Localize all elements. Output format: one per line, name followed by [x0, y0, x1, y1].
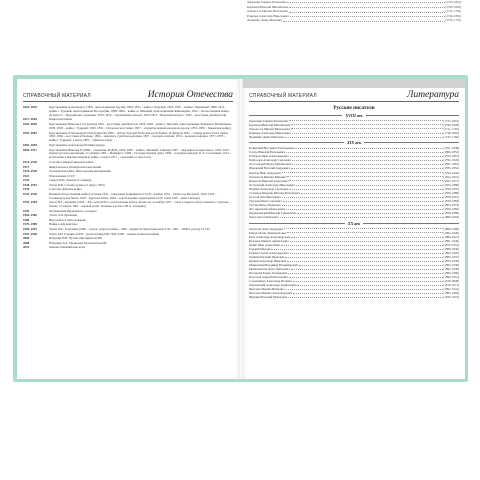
- writer-years: (1818–1883): [443, 198, 459, 203]
- timeline-text: Царствование Александра I (1801, присоединение Грузии; 1804–1813 – война с Персией; 1805–1807 – войны с Францией; 1806–1812 – войны с Турцией, присоединение Бессарабии; 1808–1809 – война со Швецией, присоединение Финляндии; 1812 – Отечественная война, 26 августа – Бородинское сражение; 1813–1814 – заграничные походы; 1814–1815 – Венский конгресс; 1825 – восстание декабристов): [49, 105, 230, 117]
- timeline-date: 1939: [23, 187, 30, 192]
- writer-name: Есенин Сергей Александрович: [249, 250, 289, 255]
- divider: [366, 115, 459, 116]
- writer-name: Маяковский Владимир Владимирович: [249, 263, 299, 267]
- writer-name: Шукшин Василий Макарович: [249, 295, 288, 300]
- left-page: [17, 79, 239, 379]
- timeline-date: 1924: [23, 178, 30, 183]
- writer-name: Достоевский Фёдор Михайлович: [249, 162, 292, 167]
- dot-leader: [289, 179, 442, 182]
- dot-leader: [299, 263, 442, 266]
- writer-name: Твардовский Александр Трифонович: [249, 283, 297, 288]
- writer-name: Островский Александр Николаевич: [249, 182, 295, 187]
- divider: [363, 223, 459, 224]
- timeline-date: 1917: [23, 164, 30, 169]
- dot-leader: [288, 295, 442, 298]
- writer-name: Тютчев Фёдор Иванович: [249, 202, 281, 207]
- timeline-text: Царствование Николая I (14 декабря 1825 – восстание декабристов; 1826–1828 – война с Персией, присоединение Эривани и Нахичевани; 1828–1829 – война с Турцией; 1830–1831 – Польское восстание; 1837 – открытие первой железной дороги; 1853–1856 – Крымская война): [49, 122, 232, 130]
- writer-name: Салтыков-Щедрин Михаил Евграфович: [249, 190, 300, 195]
- dot-leader: [290, 14, 445, 17]
- divider: [364, 142, 459, 143]
- timeline-text: Великая Отечественная война (22 июня 1941 – нападение Германии на СССР; декабрь 1941 – битва под Москвой; 1942–1943 – Сталинградская битва; 1943 – Курская битва; 1944 – освобождение территории СССР; 9 мая 1945 – День Победы): [49, 191, 217, 200]
- writer-name: Толстой Лев Николаевич: [249, 194, 281, 199]
- timeline-date: 1979–1989: [23, 222, 37, 227]
- section-title: Русские писатели: [333, 105, 375, 111]
- dot-leader: [290, 154, 443, 157]
- page-title: Литература: [407, 90, 459, 100]
- dot-leader: [291, 127, 443, 130]
- dot-leader: [293, 279, 443, 282]
- timeline-text: Эпоха Л.И. Брежнева: [49, 213, 78, 218]
- writer-years: (1769–1844): [443, 170, 459, 175]
- writer-name: Радищев Александр Николаевич: [249, 130, 291, 135]
- writer-name: Куприн Александр Иванович: [249, 258, 287, 263]
- writer-years: (1823–1886): [443, 182, 459, 187]
- timeline-date: 1928–1953: [23, 182, 37, 187]
- timeline-entry: [23, 123, 233, 131]
- timeline-text: Эпоха Н.С. Хрущёва (1956 – XX съезд КПСС, разоблачение культа личности; 4 октября 1957 – запуск первого искусственного спутника Земли; 12 апреля 1961 – первый полёт человека в космос Ю.А. Гагарина): [49, 200, 229, 209]
- timeline-text: Избрание Д.А. Медведева Президентом РФ: [49, 240, 107, 245]
- timeline-date: 1922: [23, 173, 30, 178]
- timeline-date: 1801–1825: [23, 105, 37, 109]
- timeline-text: Образование СССР: [49, 173, 75, 178]
- dot-leader: [291, 235, 442, 238]
- dot-leader: [287, 0, 445, 3]
- writer-years: (1820–1892): [443, 206, 459, 211]
- writer-name: Гончаров Иван Александрович: [249, 154, 289, 159]
- writer-years: (1783–1852): [443, 166, 459, 171]
- writer-years: (1910–1971): [443, 283, 459, 288]
- timeline-entry: [23, 201, 233, 209]
- writer-years: (1766–1826): [445, 4, 461, 9]
- timeline-date: 1894–1917: [23, 147, 37, 152]
- writer-name: Блок Александр Александрович: [249, 234, 291, 239]
- writer-years: (1890–1960): [443, 271, 459, 276]
- history-timeline: [23, 106, 233, 251]
- writer-name: Гоголь Николай Васильевич: [249, 150, 285, 155]
- writer-name: Белинский Виссарион Григорьевич: [249, 146, 295, 151]
- timeline-date: 1817–1864: [23, 117, 37, 122]
- writers-list: [249, 104, 459, 299]
- dot-leader: [283, 18, 445, 21]
- writer-name: Тургенев Иван Сергеевич: [249, 198, 282, 203]
- writer-name: Пушкин Александр Сергеевич: [249, 186, 289, 191]
- timeline-date: 2008: [23, 240, 30, 245]
- timeline-date: 1985–1991: [23, 226, 37, 231]
- timeline-entry: [23, 132, 233, 144]
- writer-years: (1889–1966): [443, 226, 459, 231]
- dot-leader: [291, 123, 442, 126]
- writer-years: (1905–1984): [443, 291, 459, 296]
- writer-years: (1894–1940): [443, 230, 459, 235]
- dot-leader: [291, 267, 443, 270]
- writer-name: Фет Афанасий Афанасьевич: [249, 206, 286, 211]
- timeline-date: 1964–1982: [23, 213, 37, 218]
- dot-leader: [286, 287, 443, 290]
- writer-name: Некрасов Николай Алексеевич: [249, 178, 289, 183]
- timeline-date: 1855–1881: [23, 130, 37, 135]
- dot-leader: [285, 135, 443, 138]
- century-label: XIX век: [346, 140, 362, 146]
- writer-name: Бабель Исаак Эммануилович: [249, 230, 287, 235]
- timeline-date: 1914–1918: [23, 159, 37, 164]
- timeline-date: 1955: [23, 208, 30, 213]
- dot-leader: [281, 243, 443, 246]
- writer-years: (1868–1936): [443, 246, 459, 251]
- writer-years: (1795–1829): [443, 158, 459, 163]
- timeline-text: Февральская и Октябрьская революции: [49, 164, 102, 169]
- right-page: [243, 79, 465, 379]
- writer-years: (1711–1765): [443, 126, 459, 131]
- timeline-text: Организация Варшавского договора: [49, 208, 97, 213]
- writer-name: Ахматова Анна Андреевна: [249, 226, 284, 231]
- writer-name: Чернышевский Николай Гаврилович: [249, 210, 296, 215]
- writer-name: Крылов Иван Андреевич: [249, 170, 281, 175]
- writer-years: (1891–1938): [443, 267, 459, 272]
- writer-years: (1880–1921): [443, 234, 459, 239]
- timeline-text: Избрание В.В. Путина Президентом РФ: [49, 236, 102, 241]
- dot-leader: [288, 271, 442, 274]
- writer-name: Солженицын Александр Исаевич: [249, 279, 292, 284]
- writer-name: Ломоносов Михаил Васильевич: [247, 9, 288, 14]
- facing-list-row: [247, 18, 461, 23]
- writer-name: Фонвизин Денис Иванович: [247, 18, 282, 23]
- writer-years: (1893–1930): [443, 263, 459, 267]
- writer-name: Бунин Иван Алексеевич: [249, 242, 280, 247]
- writer-name: Горький Максим: [249, 246, 271, 251]
- dot-leader: [289, 9, 445, 12]
- dot-leader: [283, 199, 443, 202]
- writer-years: (1828–1910): [443, 194, 459, 199]
- timeline-text: Участие в Первой мировой войне: [49, 159, 94, 164]
- timeline-text: Царствование Александра III Миротворца: [49, 142, 105, 147]
- writer-name: Платонов Андрей Платонович: [249, 275, 288, 280]
- century-heading: [249, 140, 459, 145]
- dot-leader: [271, 247, 442, 250]
- timeline-entry: [23, 106, 233, 118]
- dot-leader: [286, 207, 442, 210]
- timeline-text: Смерть В.И. Ленина (21 января): [49, 178, 92, 183]
- timeline-text: Кавказская война: [49, 117, 72, 122]
- writer-name: Булгаков Михаил Афанасьевич: [249, 238, 289, 243]
- writer-years: (1745–1792): [445, 18, 461, 23]
- writer-years: (1814–1841): [443, 174, 459, 179]
- timeline-date: 1968: [23, 217, 30, 222]
- century-label: XVIII век: [345, 112, 363, 118]
- writer-years: (1743–1816): [445, 0, 461, 4]
- dot-leader: [282, 195, 443, 198]
- divider: [249, 115, 342, 116]
- writer-years: (1899–1951): [443, 275, 459, 280]
- writer-years: (1749–1802): [445, 13, 461, 18]
- dot-leader: [296, 183, 443, 186]
- writer-years: (1826–1889): [443, 190, 459, 195]
- writer-name: Радищев Александр Николаевич: [247, 13, 289, 18]
- writer-name: Жуковский Василий Андреевич: [249, 166, 290, 171]
- writer-years: (1918–2008): [443, 279, 459, 284]
- divider: [249, 223, 345, 224]
- writer-years: (1870–1953): [443, 242, 459, 247]
- writer-name: Карамзин Николай Михайлович: [249, 122, 291, 127]
- dot-leader: [289, 187, 442, 190]
- dot-leader: [287, 231, 442, 234]
- writer-years: (1745–1792): [443, 134, 459, 139]
- writer-name: Чехов Антон Павлович: [249, 215, 279, 220]
- dot-leader: [293, 291, 442, 294]
- writer-years: (1860–1904): [443, 215, 459, 220]
- writer-years: (1811–1848): [443, 146, 459, 151]
- writer-years: (1828–1889): [443, 210, 459, 215]
- timeline-entry: [23, 246, 233, 250]
- dot-leader: [292, 158, 443, 161]
- dot-leader: [291, 166, 443, 169]
- timeline-text: Эпоха И.В. Сталина (умер в 5 марта 1953): [49, 182, 105, 187]
- writer-name: Мандельштам Осип Эмильевич: [249, 267, 290, 272]
- right-page-header: [249, 87, 459, 102]
- dot-leader: [295, 146, 442, 149]
- writer-years: (1812–1891): [443, 154, 459, 159]
- writer-years: (1809–1852): [443, 150, 459, 155]
- writer-row: [249, 135, 459, 139]
- dot-leader: [297, 211, 443, 214]
- timeline-text: Гражданская война. Иностранная интервенция: [49, 169, 111, 174]
- timeline-date: 1991–1999: [23, 231, 37, 236]
- writer-years: (1749–1802): [443, 130, 459, 135]
- writer-name: Шолохов Михаил Александрович: [249, 291, 293, 296]
- writer-name: Ломоносов Михаил Васильевич: [249, 126, 290, 131]
- timeline-text: Советско-финская война: [49, 187, 82, 192]
- writer-years: (1891–1940): [443, 238, 459, 243]
- timeline-text: Эпоха Б.Н. Ельцина (1993 – Конституция РФ; 1994–1996 – первая чеченская война): [49, 231, 160, 236]
- writer-name: Державин Гавриил Романович: [249, 118, 288, 123]
- writer-years: (1892–1941): [443, 287, 459, 292]
- left-page-header: [23, 87, 233, 102]
- dot-leader: [289, 5, 444, 8]
- writer-name: Замятин Евгений Иванович: [249, 254, 285, 259]
- writer-years: (1929–1974): [443, 295, 459, 300]
- header-label: СПРАВОЧНЫЙ МАТЕРИАЛ: [249, 93, 317, 99]
- divider: [249, 142, 344, 143]
- dot-leader: [289, 119, 443, 122]
- dot-leader: [290, 239, 443, 242]
- writer-years: (1884–1937): [443, 254, 459, 259]
- century-heading: [249, 221, 459, 226]
- dot-leader: [292, 162, 442, 165]
- timeline-date: 1953–1964: [23, 200, 37, 205]
- dot-leader: [301, 191, 443, 194]
- dot-leader: [287, 259, 442, 262]
- writer-years: (1821–1877): [443, 178, 459, 183]
- dot-leader: [282, 203, 443, 206]
- writer-row: [249, 295, 459, 299]
- timeline-date: 2000: [23, 236, 30, 241]
- writer-name: Грибоедов Александр Сергеевич: [249, 158, 291, 163]
- dot-leader: [290, 251, 443, 254]
- facing-page-list: [247, 0, 461, 23]
- writer-years: (1895–1925): [443, 250, 459, 255]
- century-heading: [249, 113, 459, 118]
- writer-name: Лермонтов Михаил Юрьевич: [249, 174, 287, 179]
- writer-name: Карамзин Николай Михайлович: [247, 4, 289, 9]
- timeline-date: 2014: [23, 245, 30, 250]
- timeline-text: Ввод войск в Чехословакию: [49, 217, 86, 222]
- timeline-text: Зимние Олимпийские игры: [49, 245, 86, 250]
- timeline-date: 1881–1894: [23, 142, 37, 147]
- writer-years: (1766–1826): [443, 122, 459, 127]
- writer-name: Пастернак Борис Леонидович: [249, 271, 288, 276]
- timeline-date: 1918–1920: [23, 169, 37, 174]
- dot-leader: [286, 150, 443, 153]
- timeline-text: Царствование Александра II Освободителя (1856 – начало Третьей Польской республики; 19 февраля 1861 – отмена крепостного права; 1863–1864 – восстание в Польше; 1864 – земская и судебная реформы; 1867 – продажа Аляски; 1874 – военная реформа; 1877–1878 – война с Турцией; 1 марта 1881 – убийство царя): [49, 130, 229, 143]
- writer-years: (1821–1881): [443, 162, 459, 167]
- writer-years: (1743–1816): [443, 118, 459, 123]
- dot-leader: [292, 131, 443, 134]
- writer-years: (1799–1837): [443, 186, 459, 191]
- timeline-text: Царствование Николая II (1898 – основание РСДРП; 1904–1905 – война с Японией; 9 января 1905 – «Кровавое воскресенье»; 1905–1907 – первая русская революция; 17 октября 1905 – Манифест; 1906 – Государственная дума; 1906 – аграрная реформа П. А. Столыпина; 1914 – вступление в Первую мировую войну; 2 марта 1917 – отречение от престола): [49, 147, 232, 160]
- header-label: СПРАВОЧНЫЙ МАТЕРИАЛ: [23, 93, 91, 99]
- timeline-entry: [23, 149, 233, 161]
- dot-leader: [284, 227, 442, 230]
- writer-name: Цветаева Марина Ивановна: [249, 287, 285, 292]
- writer-years: (1711–1765): [445, 9, 461, 14]
- dot-leader: [285, 255, 442, 258]
- writer-name: Фонвизин Денис Иванович: [249, 134, 284, 139]
- timeline-date: 1825–1855: [23, 122, 37, 126]
- writer-years: (1803–1873): [443, 202, 459, 207]
- writer-row: [249, 215, 459, 219]
- timeline-date: 1941–1945: [23, 191, 37, 196]
- dot-leader: [289, 275, 443, 278]
- dot-leader: [280, 215, 443, 218]
- timeline-text: Война в Афганистане: [49, 222, 78, 227]
- timeline-text: Эпоха М.С. Горбачёва (1985 – начало «перестройки»; 1986 – авария на Чернобыльской АЭС; 1991 – ГКЧП, распад СССР): [49, 226, 210, 231]
- dot-leader: [282, 171, 443, 174]
- page-title: История Отечества: [147, 90, 233, 100]
- writer-years: (1870–1938): [443, 258, 459, 263]
- century-label: XX век: [347, 220, 361, 226]
- dot-leader: [297, 283, 442, 286]
- dot-leader: [287, 175, 442, 178]
- writer-name: Державин Гавриил Романович: [247, 0, 286, 4]
